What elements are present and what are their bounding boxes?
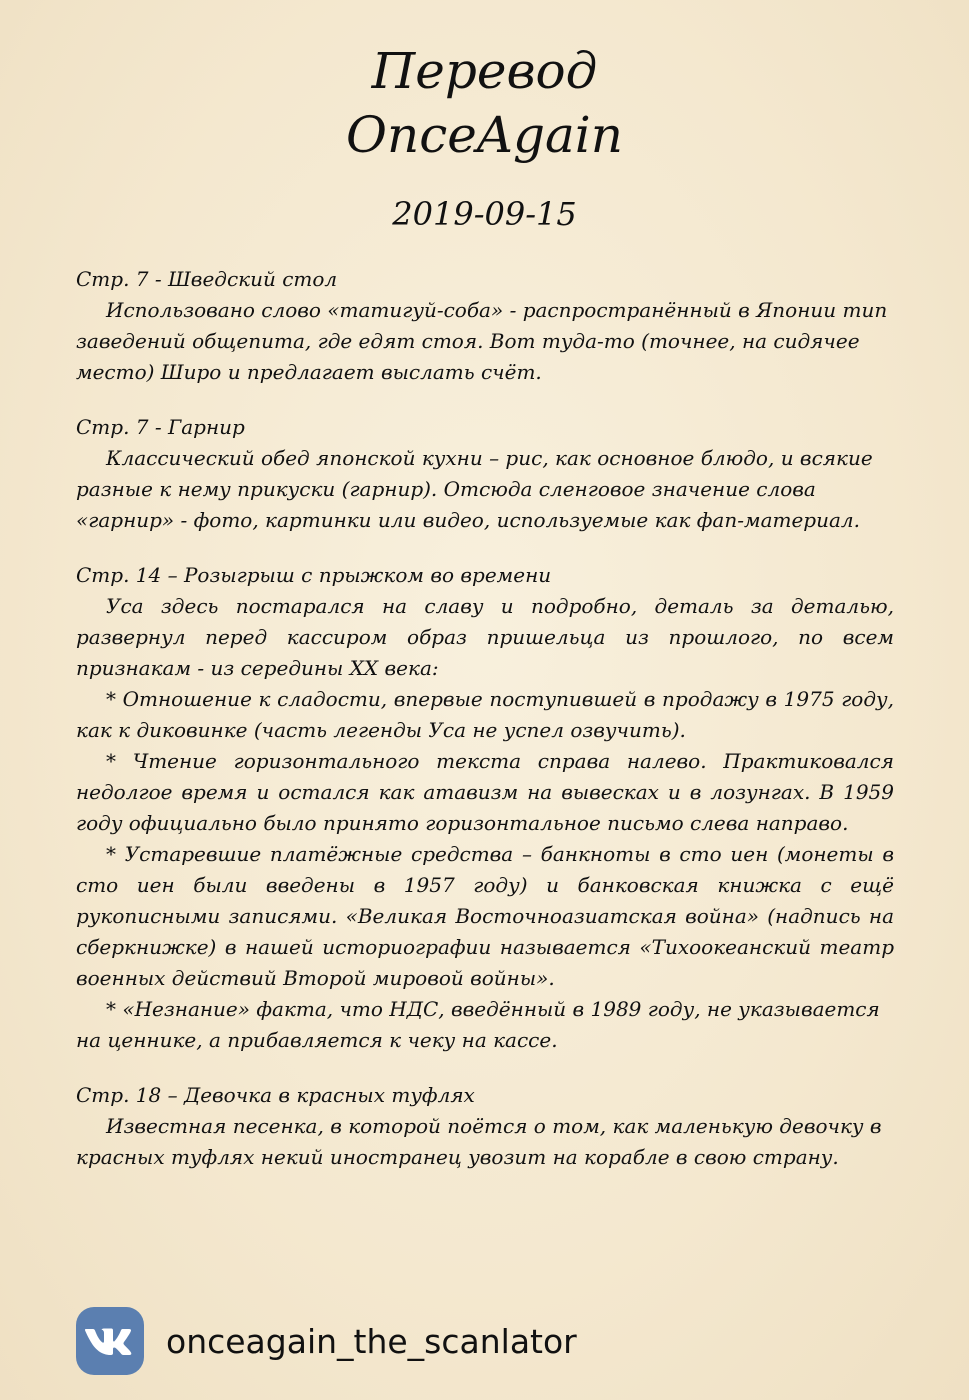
note-garnish [76,412,894,536]
note-bullet: * «Незнание» факта, что НДС, введённый в 1989 году, не указывается на ценнике, а прибавляется к чеку на кассе. [76,997,880,1052]
note-red-shoes-girl [76,1080,894,1173]
note-paragraph: Уса здесь постарался на славу и подробно, деталь за деталью, развернул перед кассиром образ пришельца из прошлого, по всем признакам - из середины XX века: [76,594,894,680]
footer [76,1306,577,1376]
note-title: Стр. 7 - Гарнир [76,415,245,439]
release-date: 2019-09-15 [392,195,577,233]
note-body [76,1111,894,1173]
translation-notes [76,264,894,1173]
vk-handle[interactable]: onceagain_the_scanlator [166,1321,577,1361]
vk-logo-glyph [84,1325,136,1357]
note-title: Стр. 7 - Шведский стол [76,267,338,291]
page-title-line-2: OnceAgain [346,106,623,164]
note-body [76,295,894,388]
note-body [76,591,894,1056]
note-time-jump-prank [76,560,894,1056]
vk-logo-icon[interactable] [76,1307,144,1375]
note-title: Стр. 18 – Девочка в красных туфлях [76,1083,475,1107]
note-paragraph: Использовано слово «татигуй-соба» - распространённый в Японии тип заведений общепита, где едят стоя. Вот туда-то (точнее, на сидячее место) Широ и предлагает выслать счёт. [76,298,888,384]
note-paragraph: Классический обед японской кухни – рис, как основное блюдо, и всякие разные к нему прикуски (гарнир). Отсюда сленговое значение слова «гарнир» - фото, картинки или видео, используемые как фап-материал. [76,446,873,532]
note-paragraph: Известная песенка, в которой поётся о том, как маленькую девочку в красных туфлях некий иностранец увозит на корабле в свою страну. [76,1114,882,1169]
note-body [76,443,894,536]
note-title: Стр. 14 – Розыгрыш с прыжком во времени [76,563,552,587]
note-bullet: * Отношение к сладости, впервые поступившей в продажу в 1975 году, как к диковинке (часть легенды Уса не успел озвучить). [76,687,894,742]
page-title-line-1: Перевод [371,42,598,100]
note-swedish-table [76,264,894,388]
note-bullet: * Устаревшие платёжные средства – банкноты в сто иен (монеты в сто иен были введены в 1957 году) и банковская книжка с ещё рукописными записями. «Великая Восточноазиатская война» (надпись на сберкнижке) в нашей историографии называется «Тихоокеанский театр военных действий Второй мировой войны». [76,842,894,990]
note-bullet: * Чтение горизонтального текста справа налево. Практиковался недолгое время и остался как атавизм на вывесках и в лозунгах. В 1959 году официально было принято горизонтальное письмо слева направо. [76,749,894,835]
